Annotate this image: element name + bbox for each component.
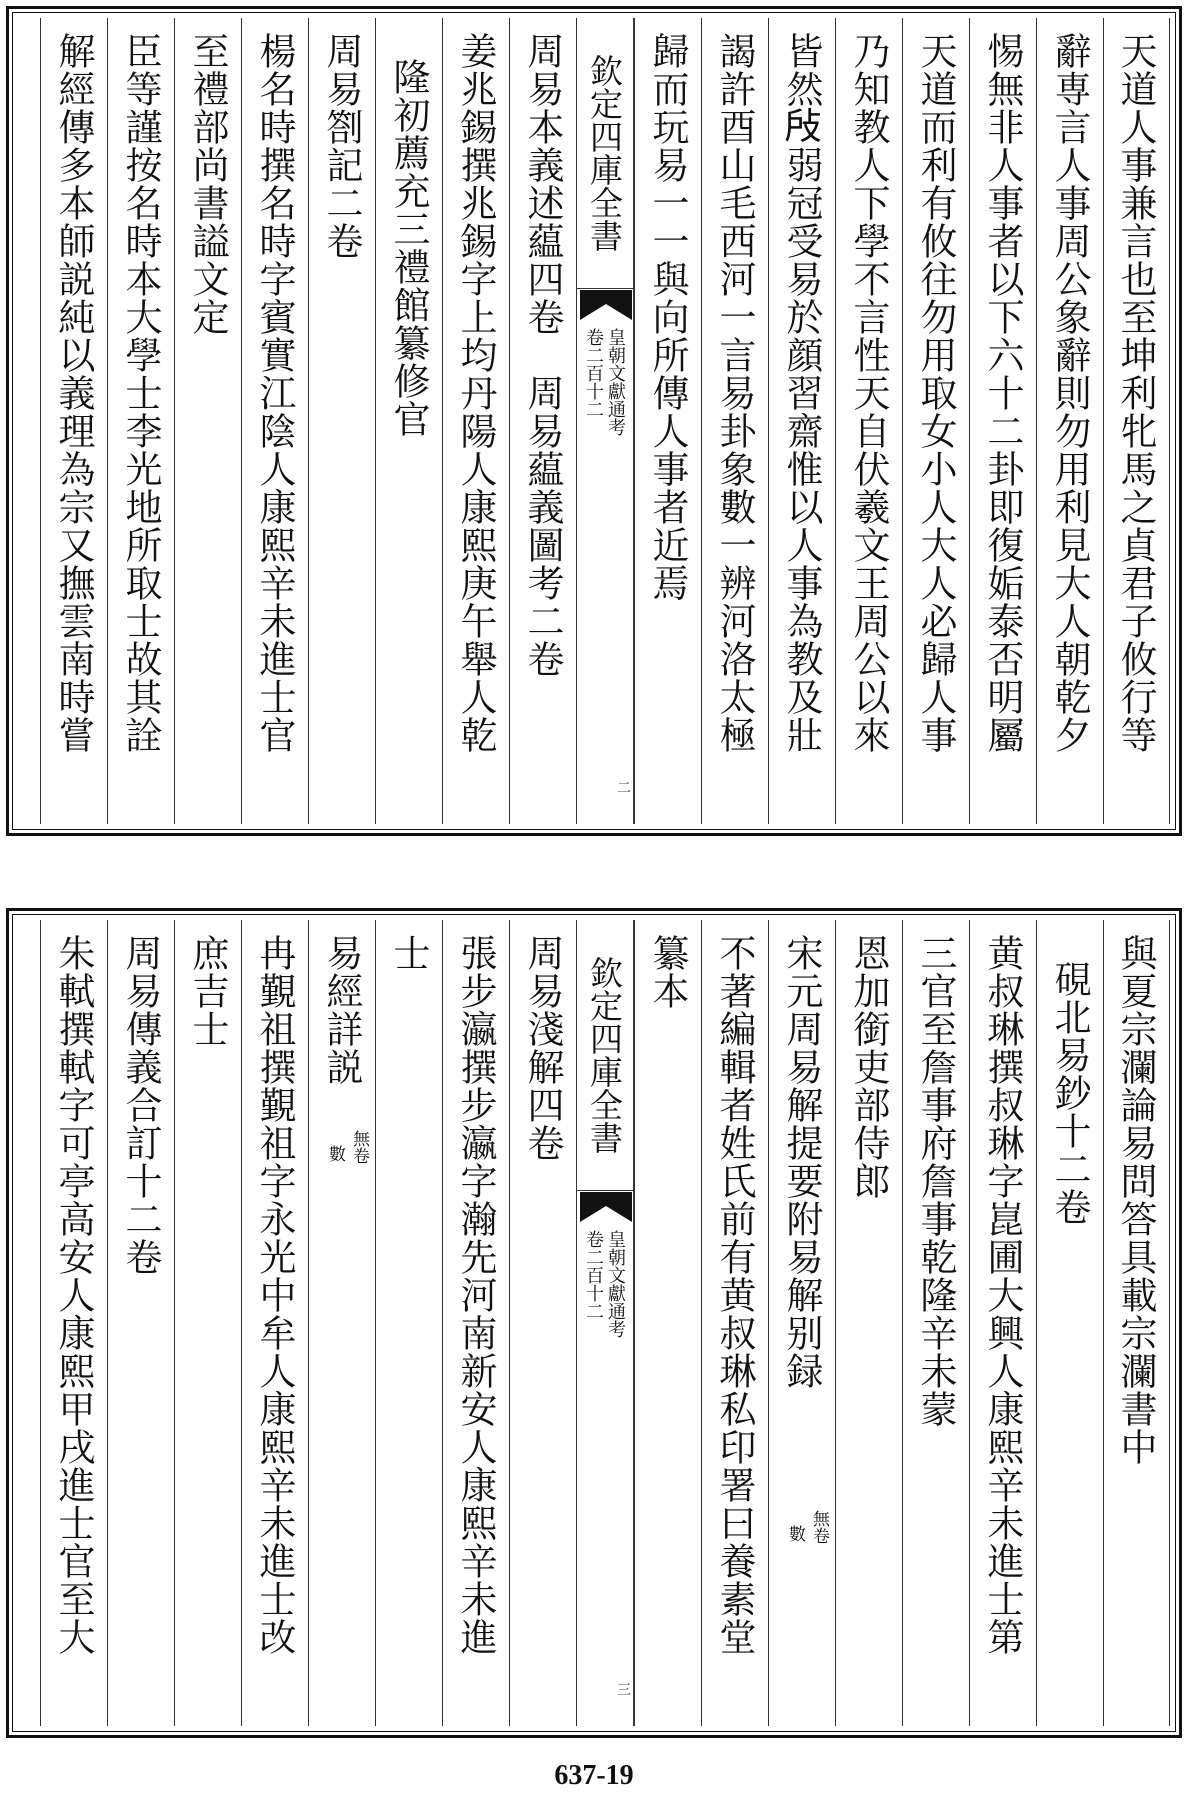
text-column: 周易傳義合訂十二卷 (107, 920, 174, 1726)
text-column: 姜兆錫撰兆錫字上均丹陽人康熙庚午舉人乾 (442, 18, 509, 824)
bottom-page (6, 908, 1182, 1738)
text-column: 士 (375, 920, 442, 1726)
text-column: 謁許酉山毛西河一言易卦象數一辨河洛太極 (701, 18, 768, 824)
text-column: 朱軾撰軾字可亭高安人康熙甲戌進士官至大 (40, 920, 107, 1726)
text-column: 皆然𢻻弱冠受易於顔習齋惟以人事為教及壯 (768, 18, 835, 824)
small-note: 無卷 (349, 1130, 369, 1164)
fishtail-mark (580, 1192, 632, 1222)
text-column: 至禮部尚書謚文定 (174, 18, 241, 824)
band-subtitle: 皇朝文獻通考 卷二百十二 (583, 328, 626, 436)
text-column: 硯北易鈔十二卷 (1036, 920, 1103, 1726)
leaf-number: 二 (615, 780, 631, 794)
text-column: 與夏宗瀾論易問答具載宗瀾書中 (1103, 920, 1170, 1726)
small-note: 數 (325, 1145, 345, 1162)
center-band (576, 18, 634, 824)
center-band (576, 920, 634, 1726)
text-column: 三官至詹事府詹事乾隆辛未蒙 (902, 920, 969, 1726)
page-number-footer: 637-19 (554, 1760, 634, 1791)
text-column: 黄叔琳撰叔琳字崑圃大興人康熙辛未進士第 (969, 920, 1036, 1726)
text-column: 易經詳説 無卷 數 (308, 920, 375, 1726)
text-column: 恩加銜吏部侍郎 (835, 920, 902, 1726)
text-column: 楊名時撰名時字賓實江陰人康熙辛未進士官 (241, 18, 308, 824)
text-column: 周易淺解四卷 (509, 920, 576, 1726)
text-column: 隆初薦充三禮館纂修官 (375, 18, 442, 824)
text-column: 解經傳多本師説純以義理為宗又撫雲南時嘗 (40, 18, 107, 824)
text-column: 天道人事兼言也至坤利牝馬之貞君子攸行等 (1103, 18, 1170, 824)
book-title: 欽定四庫全書 (577, 920, 633, 1191)
text-column: 周易劄記二卷 (308, 18, 375, 824)
top-page (6, 6, 1182, 836)
text-column: 辭専言人事周公象辭則勿用利見大人朝乾夕 (1036, 18, 1103, 824)
text-column: 宋元周易解提要附易解别録 無卷 數 (768, 920, 835, 1726)
text-column: 臣等謹按名時本大學士李光地所取士故其詮 (107, 18, 174, 824)
text-column: 惕無非人事者以下六十二卦即復姤泰否明屬 (969, 18, 1036, 824)
fishtail-mark (580, 290, 632, 320)
text-column: 庶吉士 (174, 920, 241, 1726)
text-column: 周易本義述藴四卷 周易藴義圖考二卷 (509, 18, 576, 824)
text-column: 不著編輯者姓氏前有黄叔琳私印署曰養素堂 (701, 920, 768, 1726)
band-subtitle: 皇朝文獻通考 卷二百十二 (583, 1230, 626, 1338)
text-column: 張步瀛撰步瀛字瀚先河南新安人康熙辛未進 (442, 920, 509, 1726)
text-column: 天道而利有攸往勿用取女小人大人必歸人事 (902, 18, 969, 824)
text-column: 纂本 (634, 920, 701, 1726)
small-note: 數 (785, 1525, 805, 1542)
small-note: 無卷 (809, 1510, 829, 1544)
text-column: 歸而玩易一一與向所傳人事者近焉 (634, 18, 701, 824)
text-column: 乃知教人下學不言性天自伏羲文王周公以來 (835, 18, 902, 824)
book-title: 欽定四庫全書 (577, 18, 633, 289)
text-column: 冉覲祖撰覲祖字永光中牟人康熙辛未進士改 (241, 920, 308, 1726)
leaf-number: 三 (615, 1682, 631, 1696)
